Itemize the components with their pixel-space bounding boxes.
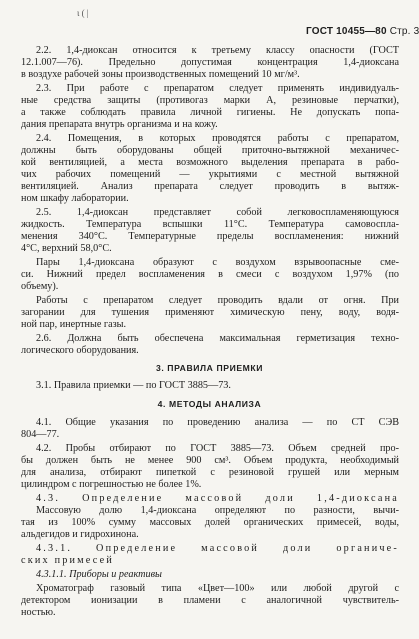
text-line: 804—77.: [21, 429, 60, 440]
text-line: вентиляцией. Анализ препарата следует проводить в вытяж-: [21, 181, 399, 192]
text-line: чих рабочих помещений — укрытиями с местной вытяжной: [21, 169, 399, 180]
text-line: дания препарата внутрь организма и на кожу.: [21, 119, 218, 130]
text-line: Хроматограф газовый типа «Цвет—100» или любой другой с: [36, 583, 399, 594]
text-line: 4.3.1. Определение массовой доли органиче-: [36, 543, 399, 554]
text-line: бы должен быть не менее 900 см³. Объем продукта, необходимый: [21, 455, 399, 466]
section-heading: 3. ПРАВИЛА ПРИЕМКИ: [155, 363, 264, 373]
text-line: 4.3. Определение массовой доли 1,4-диоксана: [36, 493, 399, 504]
text-line: цилиндром с погрешностью не более 1%.: [21, 479, 202, 490]
text-line: должны быть оборудованы общей приточно-вытяжной механичес-: [21, 145, 399, 156]
text-line: Массовую долю 1,4-диоксана определяют по разности, вычи-: [36, 505, 399, 516]
text-line: 3.1. Правила приемки — по ГОСТ 3885—73.: [36, 380, 231, 391]
text-line: а также соблюдать правила личной гигиены. Не допускать попа-: [21, 107, 399, 118]
text-line: 2.6. Должна быть обеспечена максимальная герметизация техно-: [36, 333, 399, 344]
text-line: жидкость. Температура вспышки 11°С. Температура самовоспла-: [21, 219, 399, 230]
text-line: Пары 1,4-диоксана образуют с воздухом взрывоопасные сме-: [36, 257, 399, 268]
text-line: для анализа, отбирают пипеткой с резиновой грушей или мерным: [21, 467, 399, 478]
text-line: ских примесей: [21, 555, 115, 566]
text-line: детектором ионизации в пламени с аналогичной чувствитель-: [21, 595, 399, 606]
text-line: 4.1. Общие указания по проведению анализа — по СТ СЭВ: [36, 417, 399, 428]
text-line: 2.4. Помещения, в которых проводятся работы с препаратом,: [36, 133, 399, 144]
margin-mark: ι ( |: [77, 8, 89, 18]
text-line: ном шкафу лаборатории.: [21, 193, 129, 204]
text-line: логического оборудования.: [21, 345, 139, 356]
text-line: 2.5. 1,4-диоксан представляет собой легковоспламеняющуюся: [36, 207, 399, 218]
text-line: в воздухе рабочей зоны производственных помещений 10 мг/м³.: [21, 69, 300, 80]
section-heading: 4. МЕТОДЫ АНАЛИЗА: [157, 399, 262, 409]
text-line: 4.2. Пробы отбирают по ГОСТ 3885—73. Объем средней про-: [36, 443, 399, 454]
text-line: ные средства защиты (противогаз марки А, резиновые перчатки),: [21, 95, 399, 106]
text-line: ностью.: [21, 607, 56, 618]
text-line: кой вентиляцией, а места возможного выделения препарата в рабо-: [21, 157, 399, 168]
page-number: Стр. 3: [389, 26, 419, 37]
text-line: Работы с препаратом следует проводить вдали от огня. При: [36, 295, 399, 306]
text-line: альдегидов и гидрохинона.: [21, 529, 139, 540]
text-line: загорании для тушения применяют химическую пену, воду, водя-: [21, 307, 399, 318]
text-line: 12.1.007—76). Предельно допустимая концентрация 1,4-диоксана: [21, 57, 399, 68]
text-line: ной пар, инертные газы.: [21, 319, 127, 330]
text-line: 4°С, верхний 58,0°С.: [21, 243, 112, 254]
text-line: си. Нижний предел воспламенения в смеси с воздухом 1,97% (по: [21, 269, 399, 280]
subsection-heading: 4.3.1.1. Приборы и реактивы: [36, 569, 162, 580]
page-header: [306, 26, 419, 37]
text-line: менения 340°С. Температурные пределы воспламенения: нижний: [21, 231, 399, 242]
text-line: 2.2. 1,4-диоксан относится к третьему классу опасности (ГОСТ: [36, 45, 399, 56]
text-line: объему).: [21, 281, 59, 292]
text-line: 2.3. При работе с препаратом следует применять индивидуаль-: [36, 83, 399, 94]
text-line: тая из 100% сумму массовых долей органических примесей, воды,: [21, 517, 399, 528]
standard-number: ГОСТ 10455—80: [306, 26, 387, 37]
